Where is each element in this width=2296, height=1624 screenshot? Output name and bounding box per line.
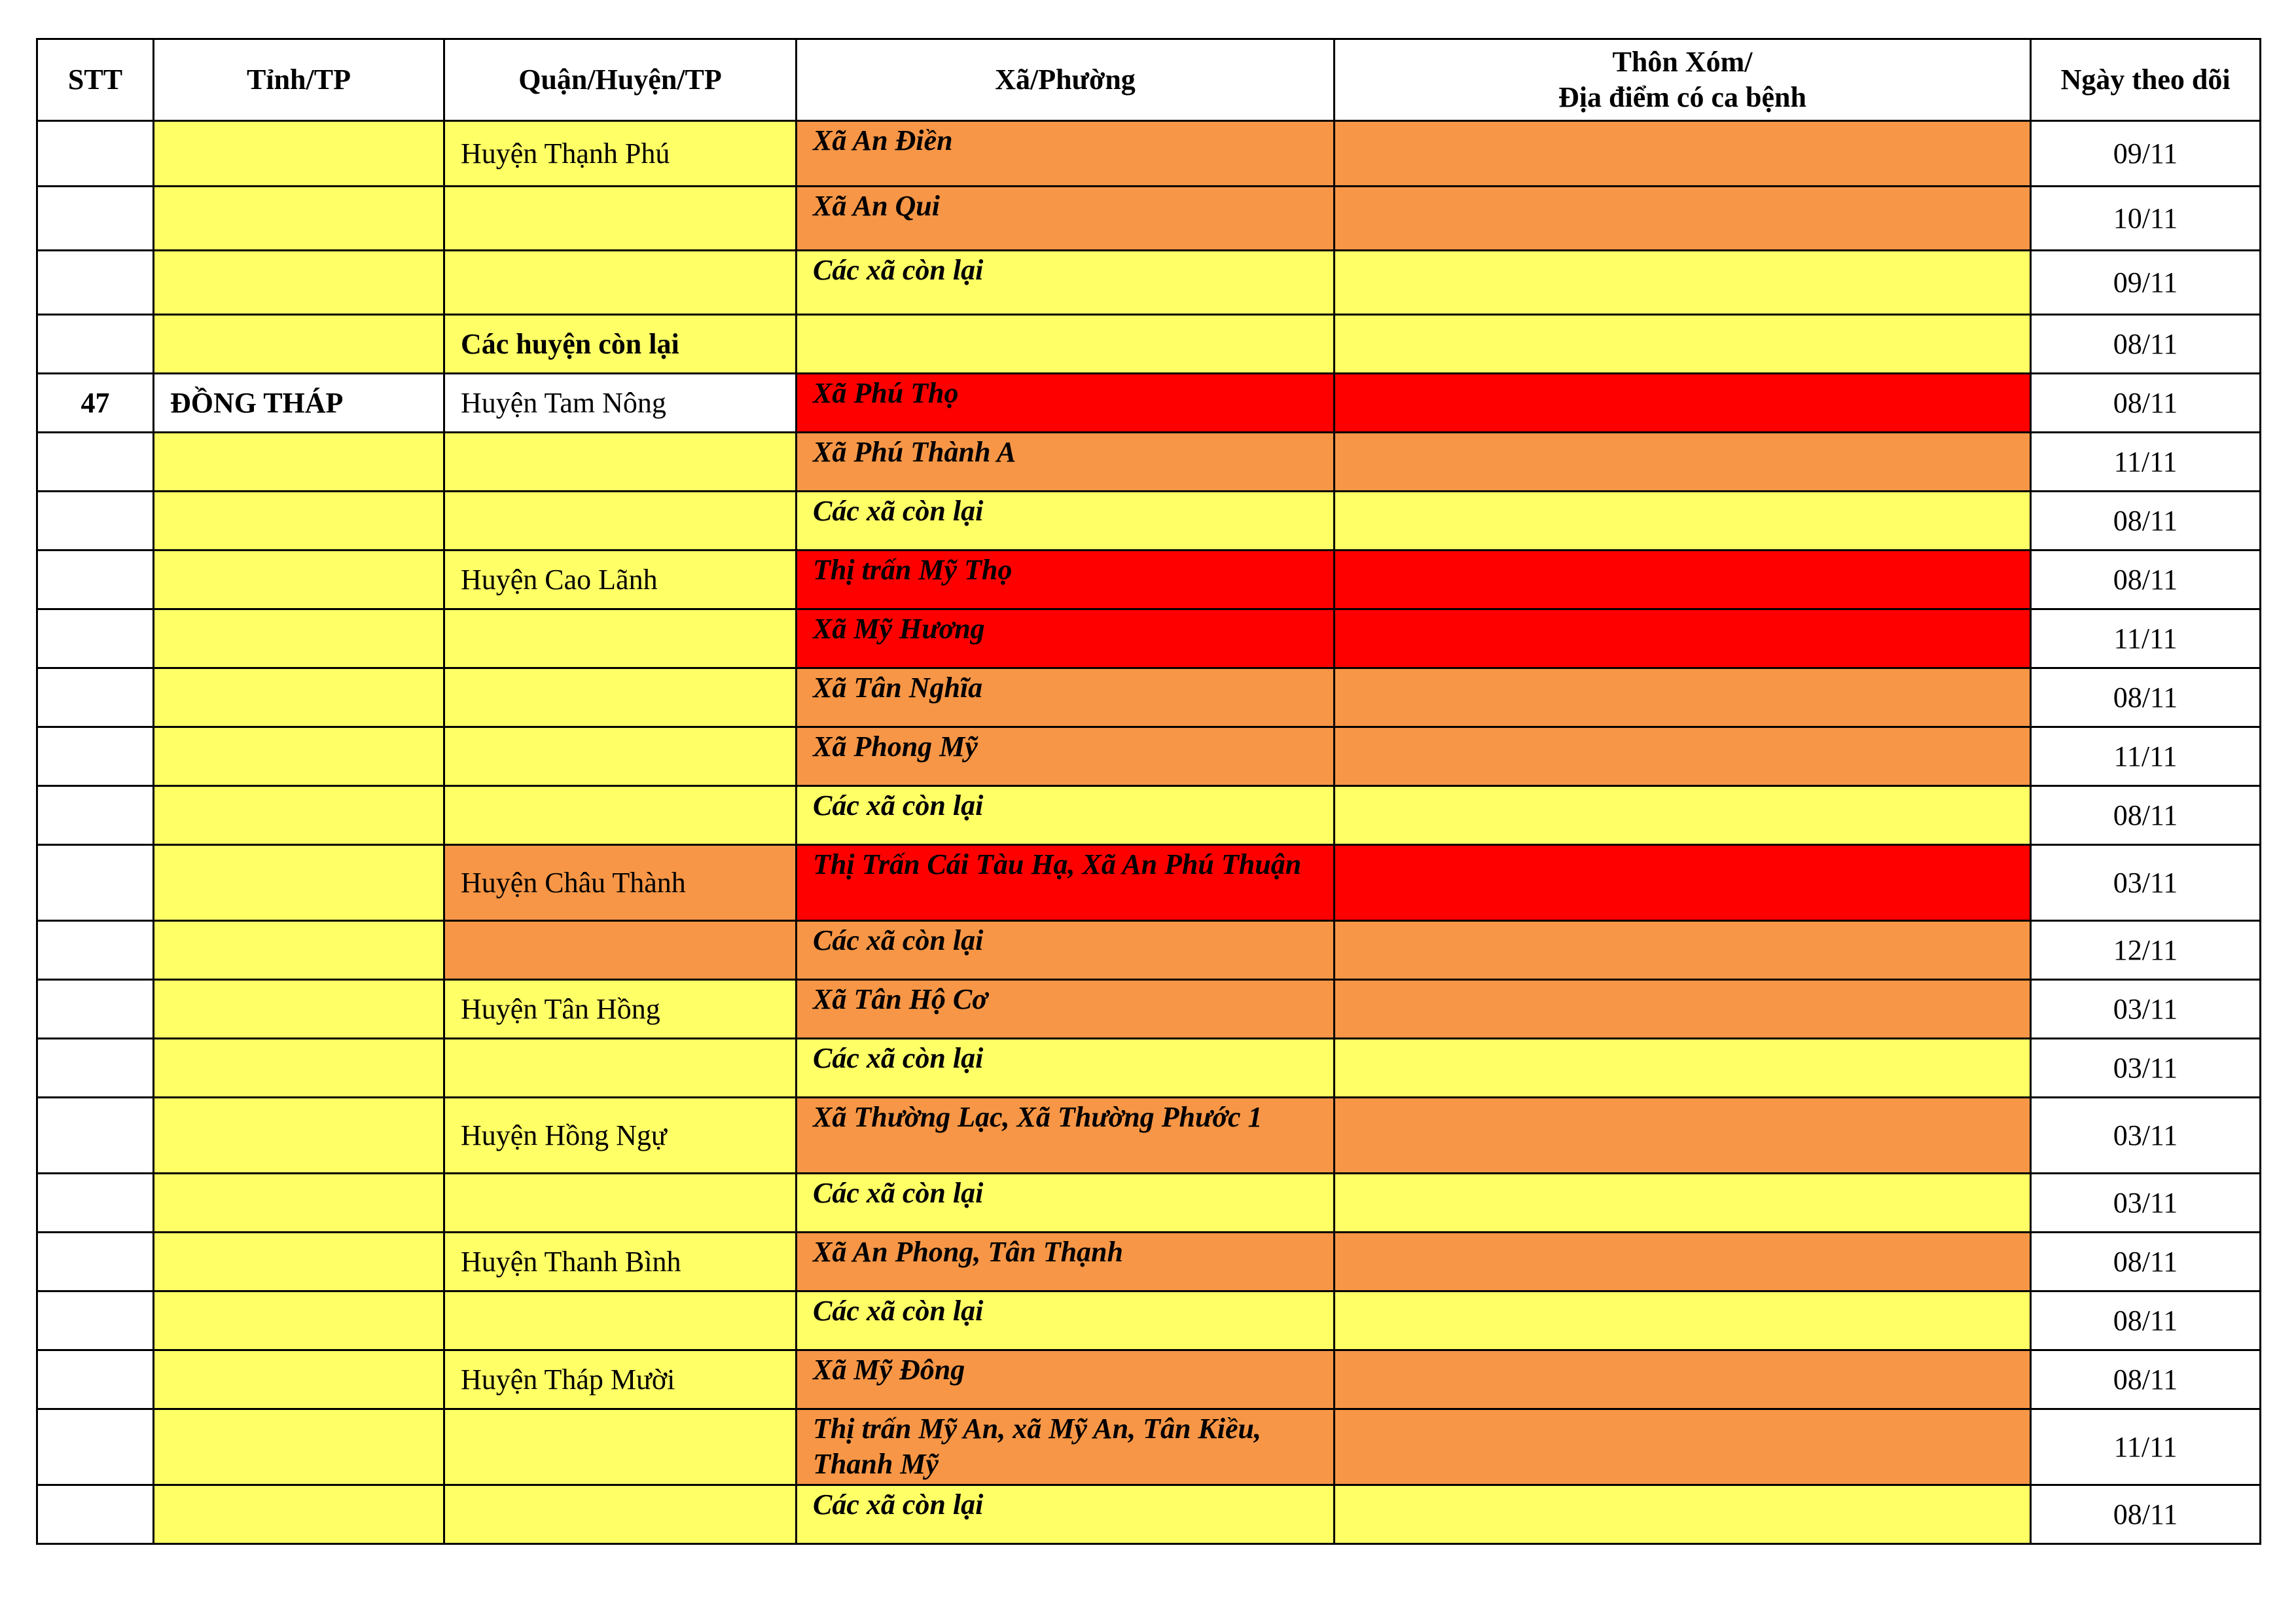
date-cell: 03/11 [2031,1098,2261,1174]
district-cell [444,1409,797,1485]
district-cell [444,433,797,492]
stt-cell [37,433,154,492]
place-cell [1335,492,2031,550]
stt-cell [37,550,154,609]
date-cell: 08/11 [2031,374,2261,433]
ward-cell: Các xã còn lại [797,921,1335,980]
stt-cell [37,786,154,845]
province-cell [154,609,444,668]
province-cell [154,1098,444,1174]
district-cell [444,1291,797,1350]
province-cell [154,187,444,251]
ward-cell: Thị trấn Mỹ An, xã Mỹ An, Tân Kiều, Thanh Mỹ [797,1409,1335,1485]
place-cell [1335,786,2031,845]
date-cell: 09/11 [2031,121,2261,187]
stt-cell [37,1485,154,1544]
ward-cell: Thị Trấn Cái Tàu Hạ, Xã An Phú Thuận [797,845,1335,921]
province-cell [154,492,444,550]
stt-cell [37,1291,154,1350]
district-cell [444,727,797,786]
place-cell [1335,550,2031,609]
place-cell [1335,980,2031,1039]
province-cell [154,845,444,921]
table-row [37,845,2261,921]
header-ward: Xã/Phường [797,39,1335,121]
date-cell: 08/11 [2031,492,2261,550]
province-cell [154,550,444,609]
header-district: Quận/Huyện/TP [444,39,797,121]
table-row [37,1098,2261,1174]
province-cell [154,786,444,845]
district-cell [444,1174,797,1233]
date-cell: 08/11 [2031,315,2261,374]
ward-cell: Xã Tân Nghĩa [797,668,1335,727]
province-cell [154,980,444,1039]
ward-cell: Xã Mỹ Đông [797,1350,1335,1409]
ward-cell: Các xã còn lại [797,1291,1335,1350]
table-row [37,668,2261,727]
date-cell: 11/11 [2031,1409,2261,1485]
district-cell [444,786,797,845]
header-date: Ngày theo dõi [2031,39,2261,121]
province-cell: ĐỒNG THÁP [154,374,444,433]
province-cell [154,433,444,492]
province-cell [154,1409,444,1485]
table-row [37,1291,2261,1350]
province-cell [154,668,444,727]
table-row [37,1233,2261,1291]
district-cell: Huyện Hồng Ngự [444,1098,797,1174]
table-row [37,921,2261,980]
province-cell [154,727,444,786]
place-cell [1335,187,2031,251]
district-cell [444,668,797,727]
place-cell [1335,1174,2031,1233]
place-cell [1335,668,2031,727]
ward-cell: Các xã còn lại [797,251,1335,315]
stt-cell [37,980,154,1039]
ward-cell: Các xã còn lại [797,786,1335,845]
province-cell [154,1233,444,1291]
place-cell [1335,1291,2031,1350]
district-cell [444,1485,797,1544]
date-cell: 10/11 [2031,187,2261,251]
table-row [37,609,2261,668]
district-cell [444,609,797,668]
district-cell: Huyện Tháp Mười [444,1350,797,1409]
table-row [37,980,2261,1039]
place-cell [1335,1039,2031,1098]
place-cell [1335,1409,2031,1485]
header-stt: STT [37,39,154,121]
stt-cell [37,1174,154,1233]
place-cell [1335,1350,2031,1409]
date-cell: 11/11 [2031,609,2261,668]
stt-cell [37,727,154,786]
place-cell [1335,609,2031,668]
date-cell: 11/11 [2031,727,2261,786]
date-cell: 03/11 [2031,1039,2261,1098]
date-cell: 08/11 [2031,1233,2261,1291]
ward-cell: Xã An Phong, Tân Thạnh [797,1233,1335,1291]
date-cell: 09/11 [2031,251,2261,315]
district-cell [444,251,797,315]
province-cell [154,1291,444,1350]
date-cell: 08/11 [2031,1350,2261,1409]
stt-cell [37,315,154,374]
date-cell: 08/11 [2031,1291,2261,1350]
date-cell: 12/11 [2031,921,2261,980]
ward-cell [797,315,1335,374]
table-row [37,550,2261,609]
table-row [37,1039,2261,1098]
ward-cell: Xã Thường Lạc, Xã Thường Phước 1 [797,1098,1335,1174]
stt-cell [37,921,154,980]
date-cell: 08/11 [2031,668,2261,727]
district-cell [444,492,797,550]
ward-cell: Xã Tân Hộ Cơ [797,980,1335,1039]
ward-cell: Xã Phú Thành A [797,433,1335,492]
date-cell: 08/11 [2031,550,2261,609]
district-cell: Các huyện còn lại [444,315,797,374]
place-cell [1335,1098,2031,1174]
district-cell: Huyện Cao Lãnh [444,550,797,609]
place-cell [1335,315,2031,374]
table-row [37,374,2261,433]
stt-cell [37,1350,154,1409]
ward-cell: Xã An Điền [797,121,1335,187]
header-place-line1: Thôn Xóm/ [1612,46,1753,78]
header-place [1335,39,2031,121]
place-cell [1335,251,2031,315]
table-row [37,727,2261,786]
ward-cell: Thị trấn Mỹ Thọ [797,550,1335,609]
header-province: Tỉnh/TP [154,39,444,121]
stt-cell [37,1039,154,1098]
stt-cell [37,492,154,550]
ward-cell: Xã Phú Thọ [797,374,1335,433]
district-cell [444,1039,797,1098]
date-cell: 03/11 [2031,1174,2261,1233]
province-cell [154,921,444,980]
ward-cell: Các xã còn lại [797,492,1335,550]
table-row [37,187,2261,251]
date-cell: 03/11 [2031,980,2261,1039]
ward-cell: Các xã còn lại [797,1174,1335,1233]
epidemic-level-table [36,38,2261,1545]
province-cell [154,1350,444,1409]
table-row [37,492,2261,550]
ward-cell: Xã An Qui [797,187,1335,251]
province-cell [154,315,444,374]
date-cell: 03/11 [2031,845,2261,921]
table-row [37,1174,2261,1233]
place-cell [1335,845,2031,921]
place-cell [1335,727,2031,786]
province-cell [154,121,444,187]
district-cell: Huyện Châu Thành [444,845,797,921]
table-row [37,251,2261,315]
stt-cell [37,121,154,187]
table-row [37,1409,2261,1485]
province-cell [154,1485,444,1544]
district-cell [444,921,797,980]
province-cell [154,1039,444,1098]
district-cell: Huyện Thanh Bình [444,1233,797,1291]
place-cell [1335,433,2031,492]
district-cell: Huyện Tam Nông [444,374,797,433]
ward-cell: Các xã còn lại [797,1039,1335,1098]
place-cell [1335,374,2031,433]
stt-cell [37,668,154,727]
district-cell [444,187,797,251]
place-cell [1335,921,2031,980]
ward-cell: Xã Mỹ Hương [797,609,1335,668]
stt-cell [37,1098,154,1174]
stt-cell [37,251,154,315]
table-row [37,433,2261,492]
header-place-line2: Địa điểm có ca bệnh [1558,81,1806,113]
place-cell [1335,1233,2031,1291]
province-cell [154,251,444,315]
place-cell [1335,1485,2031,1544]
place-cell [1335,121,2031,187]
ward-cell: Xã Phong Mỹ [797,727,1335,786]
table-row [37,786,2261,845]
date-cell: 08/11 [2031,786,2261,845]
province-cell [154,1174,444,1233]
stt-cell [37,187,154,251]
stt-cell: 47 [37,374,154,433]
table-row [37,315,2261,374]
table-row [37,1350,2261,1409]
date-cell: 08/11 [2031,1485,2261,1544]
district-cell: Huyện Tân Hồng [444,980,797,1039]
date-cell: 11/11 [2031,433,2261,492]
stt-cell [37,1233,154,1291]
table-row [37,121,2261,187]
header-row [37,39,2261,121]
table-row [37,1485,2261,1544]
ward-cell: Các xã còn lại [797,1485,1335,1544]
stt-cell [37,1409,154,1485]
district-cell: Huyện Thạnh Phú [444,121,797,187]
stt-cell [37,609,154,668]
stt-cell [37,845,154,921]
